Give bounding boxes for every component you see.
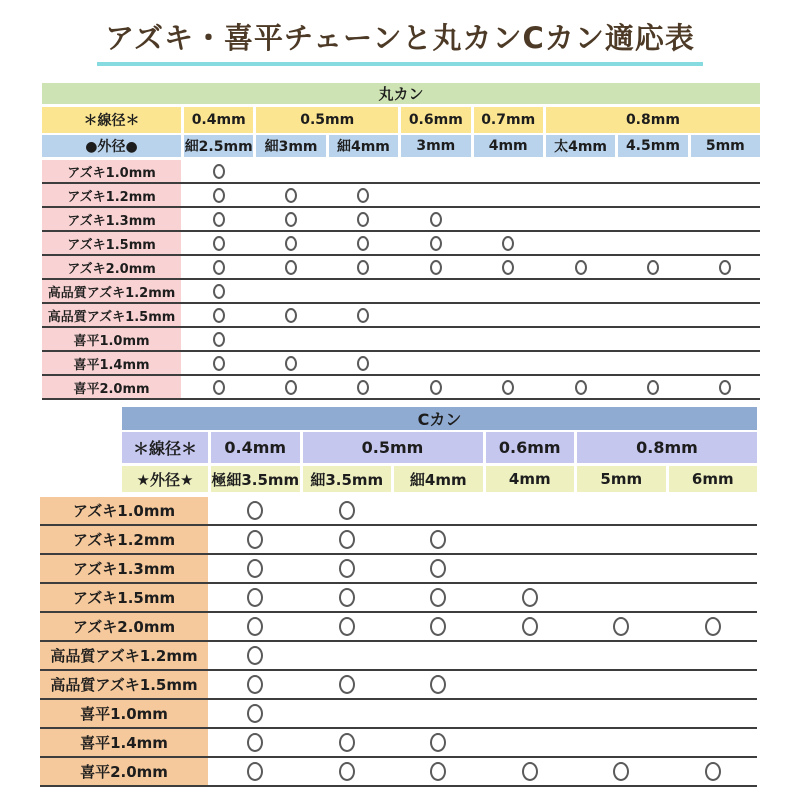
compatibility-cell xyxy=(474,160,543,182)
compatible-mark-icon xyxy=(719,380,731,395)
compatible-mark-icon xyxy=(339,530,355,549)
chain-row-label: アズキ1.0mm xyxy=(42,160,181,182)
compatibility-cell xyxy=(184,352,253,374)
compatibility-cell xyxy=(211,700,300,727)
ckan-compatibility-rows xyxy=(40,497,757,787)
compatibility-cell xyxy=(546,256,615,278)
compatibility-cell xyxy=(691,208,760,230)
compatibility-cell xyxy=(486,642,575,669)
chain-row-label: アズキ1.5mm xyxy=(40,584,208,611)
compatibility-cell xyxy=(691,304,760,326)
compatibility-cell xyxy=(546,376,615,398)
wire-diameter-value-cell: 0.6mm xyxy=(401,107,470,133)
chain-row-label: アズキ1.0mm xyxy=(40,497,208,524)
chain-row xyxy=(42,328,760,352)
compatibility-cell xyxy=(669,758,758,785)
compatibility-cell xyxy=(394,497,483,524)
compatible-mark-icon xyxy=(247,588,263,607)
compatibility-cell xyxy=(486,613,575,640)
compatibility-cell xyxy=(401,160,470,182)
compatible-mark-icon xyxy=(430,588,446,607)
compatibility-cell xyxy=(184,232,253,254)
compatibility-cell xyxy=(329,160,398,182)
compatibility-cell xyxy=(577,642,666,669)
compatible-mark-icon xyxy=(285,380,297,395)
chain-row-label: アズキ1.2mm xyxy=(42,184,181,206)
compatibility-cell xyxy=(303,555,392,582)
compatibility-cell xyxy=(546,184,615,206)
chain-row xyxy=(40,642,757,671)
compatibility-cell xyxy=(184,328,253,350)
compatibility-cell xyxy=(256,256,325,278)
compatible-mark-icon xyxy=(339,588,355,607)
compatibility-cell xyxy=(691,184,760,206)
compatibility-cell xyxy=(577,700,666,727)
chain-row xyxy=(40,729,757,758)
compatibility-cell xyxy=(618,184,687,206)
chain-row xyxy=(40,671,757,700)
chain-row xyxy=(40,555,757,584)
compatibility-cell xyxy=(303,729,392,756)
compatibility-cell xyxy=(486,555,575,582)
compatibility-cell xyxy=(329,328,398,350)
chain-row xyxy=(42,160,760,184)
compatibility-cell xyxy=(329,256,398,278)
compatibility-cell xyxy=(486,671,575,698)
ckan-table-name: Cカン xyxy=(417,410,462,429)
compatibility-cell xyxy=(577,613,666,640)
compatibility-cell xyxy=(394,729,483,756)
compatibility-cell xyxy=(474,376,543,398)
compatibility-cell xyxy=(577,497,666,524)
compatibility-cell xyxy=(618,304,687,326)
compatibility-cell xyxy=(546,352,615,374)
outer-diameter-value-cell: 4mm xyxy=(474,135,543,157)
compatibility-cell xyxy=(184,280,253,302)
compatibility-cell xyxy=(486,497,575,524)
compatible-mark-icon xyxy=(357,236,369,251)
compatible-mark-icon xyxy=(502,380,514,395)
chain-row xyxy=(42,304,760,328)
compatibility-cell xyxy=(303,613,392,640)
compatibility-cell xyxy=(669,555,758,582)
compatibility-cell xyxy=(256,160,325,182)
compatibility-cell xyxy=(329,304,398,326)
wire-diameter-value-cell: 0.5mm xyxy=(303,432,483,463)
ckan-outer-diameter-header-row xyxy=(122,466,757,492)
compatible-mark-icon xyxy=(339,559,355,578)
wire-diameter-value-cell: 0.8mm xyxy=(546,107,760,133)
compatible-mark-icon xyxy=(705,762,721,781)
compatibility-cell xyxy=(401,280,470,302)
chain-row xyxy=(42,208,760,232)
outer-diameter-value-cell: 6mm xyxy=(669,466,758,492)
chain-row-label: 喜平1.4mm xyxy=(40,729,208,756)
compatibility-cell xyxy=(474,232,543,254)
chain-row-label: アズキ2.0mm xyxy=(42,256,181,278)
compatibility-cell xyxy=(618,232,687,254)
chain-row-label: 喜平1.0mm xyxy=(42,328,181,350)
wire-diameter-row-label: ＊線径＊ xyxy=(42,107,181,133)
compatibility-cell xyxy=(394,526,483,553)
compatibility-cell xyxy=(474,256,543,278)
compatibility-cell xyxy=(691,328,760,350)
chain-row-label: 喜平1.0mm xyxy=(40,700,208,727)
chain-row-label: 喜平1.4mm xyxy=(42,352,181,374)
chain-row xyxy=(40,613,757,642)
compatibility-cell xyxy=(618,352,687,374)
wire-diameter-value-cell: 0.8mm xyxy=(577,432,757,463)
compatibility-cell xyxy=(256,352,325,374)
chain-row xyxy=(40,526,757,555)
compatibility-cell xyxy=(486,700,575,727)
compatibility-cell xyxy=(618,256,687,278)
outer-diameter-row-label: ★外径★ xyxy=(122,466,208,492)
chain-row xyxy=(40,497,757,526)
compatibility-cell xyxy=(401,208,470,230)
compatible-mark-icon xyxy=(430,675,446,694)
compatibility-cell xyxy=(184,256,253,278)
compatible-mark-icon xyxy=(613,762,629,781)
marukan-table-name: 丸カン xyxy=(378,85,424,103)
compatible-mark-icon xyxy=(285,212,297,227)
compatible-mark-icon xyxy=(719,260,731,275)
compatibility-cell xyxy=(303,642,392,669)
compatible-mark-icon xyxy=(430,762,446,781)
compatible-mark-icon xyxy=(705,617,721,636)
compatibility-cell xyxy=(184,376,253,398)
compatibility-cell xyxy=(474,280,543,302)
compatibility-cell xyxy=(546,304,615,326)
compatibility-cell xyxy=(256,304,325,326)
compatibility-cell xyxy=(184,160,253,182)
chain-row xyxy=(40,584,757,613)
chain-row xyxy=(42,184,760,208)
outer-diameter-value-cell: 極細3.5mm xyxy=(211,466,300,492)
compatible-mark-icon xyxy=(522,617,538,636)
compatible-mark-icon xyxy=(213,332,225,347)
compatible-mark-icon xyxy=(647,260,659,275)
compatible-mark-icon xyxy=(339,762,355,781)
marukan-table xyxy=(42,83,760,400)
wire-diameter-value-cell: 0.5mm xyxy=(256,107,398,133)
compatibility-cell xyxy=(184,208,253,230)
compatibility-cell xyxy=(546,208,615,230)
chain-row-label: 高品質アズキ1.5mm xyxy=(42,304,181,326)
compatibility-cell xyxy=(577,526,666,553)
compatibility-cell xyxy=(669,729,758,756)
compatibility-cell xyxy=(691,280,760,302)
compatibility-cell xyxy=(394,642,483,669)
compatible-mark-icon xyxy=(339,501,355,520)
compatibility-cell xyxy=(256,376,325,398)
outer-diameter-row-label: ●外径● xyxy=(42,135,181,157)
compatibility-cell xyxy=(256,208,325,230)
chain-row-label: 喜平2.0mm xyxy=(42,376,181,398)
compatibility-cell xyxy=(618,280,687,302)
compatibility-cell xyxy=(256,184,325,206)
compatible-mark-icon xyxy=(613,617,629,636)
compatibility-cell xyxy=(303,758,392,785)
compatible-mark-icon xyxy=(357,380,369,395)
compatibility-cell xyxy=(211,613,300,640)
compatibility-cell xyxy=(394,671,483,698)
compatible-mark-icon xyxy=(430,559,446,578)
outer-diameter-value-cell: 4mm xyxy=(486,466,575,492)
compatibility-cell xyxy=(618,208,687,230)
wire-diameter-value-cell: 0.7mm xyxy=(474,107,543,133)
compatibility-cell xyxy=(211,526,300,553)
compatibility-cell xyxy=(669,497,758,524)
compatibility-cell xyxy=(401,304,470,326)
compatibility-cell xyxy=(691,256,760,278)
compatibility-cell xyxy=(486,526,575,553)
compatibility-cell xyxy=(211,758,300,785)
compatibility-cell xyxy=(394,700,483,727)
chain-row-label: 高品質アズキ1.2mm xyxy=(40,642,208,669)
compatibility-cell xyxy=(303,584,392,611)
chain-row-label: アズキ1.2mm xyxy=(40,526,208,553)
chain-row-label: アズキ1.3mm xyxy=(40,555,208,582)
compatible-mark-icon xyxy=(339,617,355,636)
compatibility-cell xyxy=(329,376,398,398)
compatible-mark-icon xyxy=(213,356,225,371)
chain-row xyxy=(42,256,760,280)
compatible-mark-icon xyxy=(502,236,514,251)
compatible-mark-icon xyxy=(522,762,538,781)
compatible-mark-icon xyxy=(522,588,538,607)
compatible-mark-icon xyxy=(430,733,446,752)
compatible-mark-icon xyxy=(285,188,297,203)
compatible-mark-icon xyxy=(285,236,297,251)
marukan-outer-diameter-header-row xyxy=(42,135,760,157)
compatibility-cell xyxy=(184,184,253,206)
compatible-mark-icon xyxy=(247,501,263,520)
compatibility-cell xyxy=(211,729,300,756)
compatibility-cell xyxy=(691,232,760,254)
compatibility-cell xyxy=(474,184,543,206)
compatibility-cell xyxy=(577,555,666,582)
compatibility-cell xyxy=(618,376,687,398)
ckan-table xyxy=(40,407,757,787)
compatibility-cell xyxy=(256,280,325,302)
outer-diameter-value-cell: 細4mm xyxy=(329,135,398,157)
compatible-mark-icon xyxy=(213,260,225,275)
marukan-table-title-bar xyxy=(42,83,760,104)
compatibility-cell xyxy=(486,729,575,756)
compatible-mark-icon xyxy=(213,380,225,395)
compatible-mark-icon xyxy=(247,646,263,665)
chain-row xyxy=(42,232,760,256)
compatible-mark-icon xyxy=(430,236,442,251)
compatibility-cell xyxy=(211,642,300,669)
outer-diameter-value-cell: 細4mm xyxy=(394,466,483,492)
compatible-mark-icon xyxy=(357,356,369,371)
compatibility-cell xyxy=(256,328,325,350)
compatibility-cell xyxy=(618,328,687,350)
wire-diameter-value-cell: 0.4mm xyxy=(184,107,253,133)
compatibility-cell xyxy=(211,584,300,611)
marukan-compatibility-rows xyxy=(42,160,760,400)
compatibility-cell xyxy=(669,584,758,611)
compatibility-cell xyxy=(577,758,666,785)
compatible-mark-icon xyxy=(430,380,442,395)
wire-diameter-value-cell: 0.4mm xyxy=(211,432,300,463)
compatibility-cell xyxy=(329,352,398,374)
compatible-mark-icon xyxy=(339,675,355,694)
compatibility-cell xyxy=(401,352,470,374)
ckan-table-title-bar xyxy=(122,407,757,430)
compatible-mark-icon xyxy=(247,733,263,752)
wire-diameter-row-label: ＊線径＊ xyxy=(122,432,208,463)
outer-diameter-value-cell: 細2.5mm xyxy=(184,135,253,157)
compatible-mark-icon xyxy=(285,356,297,371)
compatibility-cell xyxy=(546,328,615,350)
compatible-mark-icon xyxy=(430,530,446,549)
chain-row-label: 喜平2.0mm xyxy=(40,758,208,785)
page-title: アズキ・喜平チェーンと丸カンCカン適応表 xyxy=(97,16,703,66)
compatible-mark-icon xyxy=(247,704,263,723)
marukan-wire-diameter-header-row xyxy=(42,107,760,133)
compatibility-cell xyxy=(394,613,483,640)
compatible-mark-icon xyxy=(247,617,263,636)
compatibility-cell xyxy=(303,497,392,524)
compatibility-cell xyxy=(329,208,398,230)
compatible-mark-icon xyxy=(285,308,297,323)
compatible-mark-icon xyxy=(213,212,225,227)
compatible-mark-icon xyxy=(357,188,369,203)
compatible-mark-icon xyxy=(430,260,442,275)
compatibility-cell xyxy=(211,671,300,698)
outer-diameter-value-cell: 細3mm xyxy=(256,135,325,157)
outer-diameter-value-cell: 5mm xyxy=(691,135,760,157)
compatibility-cell xyxy=(256,232,325,254)
compatible-mark-icon xyxy=(502,260,514,275)
compatible-mark-icon xyxy=(213,284,225,299)
compatibility-cell xyxy=(401,232,470,254)
compatibility-cell xyxy=(394,758,483,785)
title-area xyxy=(0,16,800,66)
compatible-mark-icon xyxy=(247,559,263,578)
compatible-mark-icon xyxy=(575,260,587,275)
chain-row xyxy=(42,352,760,376)
compatibility-cell xyxy=(577,584,666,611)
compatibility-cell xyxy=(303,700,392,727)
compatible-mark-icon xyxy=(430,617,446,636)
compatibility-cell xyxy=(669,642,758,669)
compatibility-cell xyxy=(211,497,300,524)
compatibility-cell xyxy=(401,328,470,350)
compatibility-cell xyxy=(618,160,687,182)
compatibility-cell xyxy=(401,376,470,398)
wire-diameter-value-cell: 0.6mm xyxy=(486,432,575,463)
compatibility-cell xyxy=(303,526,392,553)
compatibility-cell xyxy=(474,352,543,374)
outer-diameter-value-cell: 太4mm xyxy=(546,135,615,157)
compatible-mark-icon xyxy=(430,212,442,227)
compatible-mark-icon xyxy=(357,308,369,323)
compatibility-cell xyxy=(211,555,300,582)
chain-row xyxy=(40,758,757,787)
compatibility-cell xyxy=(546,232,615,254)
compatible-mark-icon xyxy=(213,164,225,179)
compatible-mark-icon xyxy=(247,530,263,549)
chain-row-label: アズキ1.5mm xyxy=(42,232,181,254)
compatibility-cell xyxy=(691,376,760,398)
compatibility-cell xyxy=(394,555,483,582)
compatibility-cell xyxy=(486,758,575,785)
compatibility-cell xyxy=(394,584,483,611)
compatibility-cell xyxy=(303,671,392,698)
compatibility-cell xyxy=(474,304,543,326)
compatible-mark-icon xyxy=(285,260,297,275)
compatibility-cell xyxy=(474,328,543,350)
compatibility-cell xyxy=(691,352,760,374)
compatibility-cell xyxy=(691,160,760,182)
compatibility-cell xyxy=(669,671,758,698)
compatible-mark-icon xyxy=(357,260,369,275)
compatibility-cell xyxy=(546,160,615,182)
compatible-mark-icon xyxy=(575,380,587,395)
compatible-mark-icon xyxy=(213,308,225,323)
compatibility-cell xyxy=(474,208,543,230)
compatible-mark-icon xyxy=(339,733,355,752)
compatibility-cell xyxy=(184,304,253,326)
outer-diameter-value-cell: 細3.5mm xyxy=(303,466,392,492)
compatibility-cell xyxy=(669,526,758,553)
outer-diameter-value-cell: 5mm xyxy=(577,466,666,492)
compatibility-cell xyxy=(486,584,575,611)
compatible-mark-icon xyxy=(247,675,263,694)
outer-diameter-value-cell: 4.5mm xyxy=(618,135,687,157)
compatibility-cell xyxy=(329,184,398,206)
compatibility-cell xyxy=(669,613,758,640)
compatibility-cell xyxy=(329,232,398,254)
chain-row-label: 高品質アズキ1.5mm xyxy=(40,671,208,698)
compatible-mark-icon xyxy=(357,212,369,227)
chain-row-label: 高品質アズキ1.2mm xyxy=(42,280,181,302)
compatibility-cell xyxy=(329,280,398,302)
chain-row-label: アズキ1.3mm xyxy=(42,208,181,230)
compatibility-cell xyxy=(546,280,615,302)
chain-row-label: アズキ2.0mm xyxy=(40,613,208,640)
outer-diameter-value-cell: 3mm xyxy=(401,135,470,157)
compatibility-cell xyxy=(401,184,470,206)
compatible-mark-icon xyxy=(647,380,659,395)
compatibility-cell xyxy=(669,700,758,727)
compatible-mark-icon xyxy=(247,762,263,781)
chain-row xyxy=(42,280,760,304)
compatibility-cell xyxy=(401,256,470,278)
chain-row xyxy=(40,700,757,729)
ckan-wire-diameter-header-row xyxy=(122,432,757,463)
chain-row xyxy=(42,376,760,400)
compatible-mark-icon xyxy=(213,236,225,251)
compatibility-cell xyxy=(577,729,666,756)
compatible-mark-icon xyxy=(213,188,225,203)
compatibility-cell xyxy=(577,671,666,698)
